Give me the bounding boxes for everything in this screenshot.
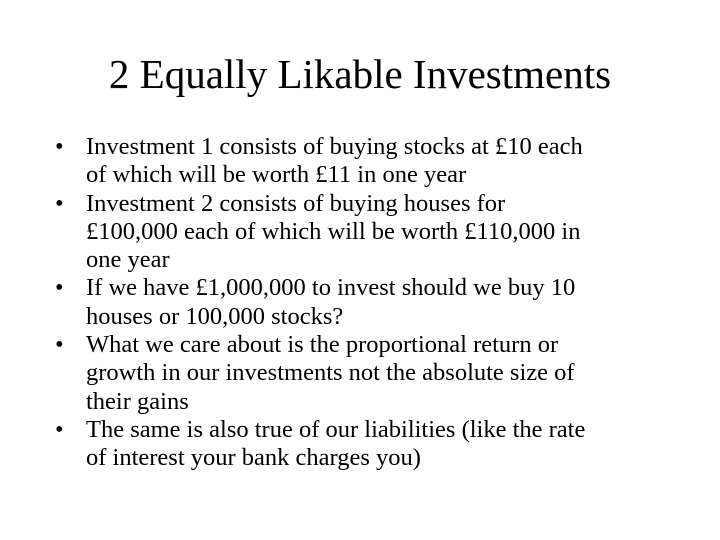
- bullet-text-line: Investment 2 consists of buying houses for: [86, 189, 506, 217]
- bullet-text-line: one year: [86, 246, 170, 274]
- bullet-text-line: of interest your bank charges you): [86, 444, 421, 472]
- bullet-text-line: The same is also true of our liabilities (like the rate: [86, 415, 586, 443]
- bullet-dot-icon: •: [55, 189, 64, 217]
- bullet-item-4: [0, 331, 720, 416]
- bullet-text-line: Investment 1 consists of buying stocks at £10 each: [86, 133, 583, 160]
- bullet-text-line: What we care about is the proportional return or: [86, 331, 559, 359]
- bullet-item-1: [0, 133, 720, 190]
- bullet-text-line: their gains: [86, 387, 189, 415]
- bullet-list: [0, 133, 720, 473]
- slide-title: 2 Equally Likable Investments: [108, 51, 612, 97]
- bullet-dot-icon: •: [55, 331, 64, 359]
- bullet-item-3: [0, 274, 720, 331]
- bullet-dot-icon: •: [55, 415, 64, 443]
- bullet-text-line: of which will be worth £11 in one year: [86, 161, 467, 189]
- bullet-dot-icon: •: [55, 133, 64, 160]
- bullet-text-line: growth in our investments not the absolute size of: [86, 359, 575, 387]
- bullet-text-line: If we have £1,000,000 to invest should we buy 10: [86, 274, 576, 302]
- bullet-text-line: houses or 100,000 stocks?: [86, 302, 344, 330]
- bullet-item-5: [0, 416, 720, 473]
- bullet-item-2: [0, 190, 720, 275]
- bullet-dot-icon: •: [55, 274, 64, 302]
- bullet-text-line: £100,000 each of which will be worth £110,000 in: [86, 217, 581, 245]
